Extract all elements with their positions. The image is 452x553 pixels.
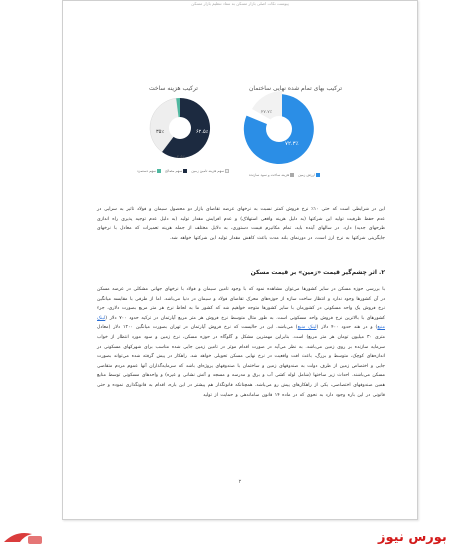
logo-bar [28, 536, 42, 544]
document-page [62, 0, 418, 520]
section-heading: ۲. اثر چشم‌گیر قیمت «زمین» بر قیمت مسکن [250, 269, 385, 276]
paragraph-part-3: ) می‌باشد. این در حالیست که نرخ فروش آپارتمان در تهران بصورت میانگین ۱۲۰۰ دلار (معادل متری ۳۰ میلیون تومان هر متر مربع) است. بنابراین مهمترین مشکل و گلوگاه در حوزه مسکن، نرخ زمین و سود مورد انتظار از خواب سرمایه سازنده بر روی زمین می‌باشد. به نظر می‌آید در صورت اقدام موثر در تامین زمین جایی شده مناسب برای شهرکهای مسکونی در اندازه‌های کوچک، متوسط و بزرگ، باعث افت واقعیت در نرخ نهایی مسکن تحویلی خواهد شد. راهکار در پیش گرفته شده می‌تواند بصورت جایی و اختصاص زمین از طرف دولت به صندوقهای زمین و ساختمان با صندوقهای پروژه‌ای باشد که سرمایه‌گذاران آنها عموم مردم متقاضی مسکن می‌باشند. احداث زیر ساختها (شامل لوله کشی آب و برق و مدرسه و مسجد و آتش نشانی و غیره) و واحدهای مسکونی توسط منابع همین صندوقهای اختصاصی، یکی از راهکارهای پیش رو می‌باشد. همچنانکه قانونگذار هم پیشتر در این باره، اقدام به قانونگذاری نموده و حتی قانونی در این باره وجود دارد به نحوی که در ماده ۱۴ قانون ساماندهی و حمایت از تولید [97, 325, 386, 398]
legend-item-land: سهم هزینه تامین زمین [191, 169, 229, 173]
watermark-logo [2, 526, 46, 548]
right-chart-title: ترکیب بهای تمام شده نهایی ساختمان [249, 85, 343, 92]
paragraph-part-1: با بررسی حوزه مسکن در سایر کشورها می‌توان مشاهده نمود که با وجود تامین سیمان و فولاد با نرخهای جهانی مشکلی در عرضه مسکن در آن کشورها وجود ندارد و انتظار ساخت سازه از حوزه‌های محرک تقاضای فولاد و سیمان در دنیا می‌باشد. اما از طرفی با مقایسه میانگین نرخ فروش یک واحد مسکونی در کشورمان با سایر کشورها متوجه خواهیم شد که کشور ما به لحاظ نرخ هر متر مربع بصورت دلاری، جزء کشورهای با بالاترین نرخ فروش واحد مسکونی است. به طور مثال متوسط نرخ فروش هر متر مربع آپارتمان در ترکیه حدود ۷۰۰ دلار ( [97, 287, 385, 321]
page-header: پیوست نکات اصلی بازار مسکن به ستاد تنظیم بازار مسکن [191, 1, 289, 6]
paragraph-land-price [97, 285, 385, 400]
left-pie-chart [147, 95, 213, 161]
paragraph-part-2: ) و در هند حدود ۴۰۰ دلار ( [316, 325, 378, 331]
right-pie-label-2: ۲۷.۷٪ [261, 110, 273, 115]
left-pie-label-3: ۲.۵٪ [177, 154, 185, 159]
right-pie-label-1: ۷۲.۳٪ [285, 141, 299, 147]
left-pie-label-1: ۳۵٪ [156, 129, 165, 135]
legend-item-materials: سهم مصالح [165, 169, 187, 173]
legend-item-construction: هزینه ساخت و سود سازنده [249, 173, 294, 177]
legend-item-labor: سهم دستمزد [137, 169, 161, 173]
logo-swoosh [4, 533, 32, 542]
right-chart-legend [249, 173, 320, 177]
left-chart-title: ترکیب هزینه ساخت [149, 85, 198, 92]
source-link-turkey[interactable]: لینک منبع [97, 315, 386, 331]
brand-logo-text: بورس نیوز [378, 530, 447, 545]
left-chart-legend [137, 169, 229, 173]
source-link-india[interactable]: لینک منبع [297, 325, 317, 331]
paragraph-intro: این در شرایطی است که حتی ۱۰٪ نرخ فروش کمتر نسبت به نرخهای عرضه تقاضای بازار دو محصول سیمان و فولاد تاثیر به سزایی در عدم حفظ ظرفیت تولید این شرکتها (به دلیل هزینه واقعی استهلاک) و عدم افزایش مقدار تولید (به دلیل عدم توجیه پذیری راه اندازی طرحهای جدید) دارد. در سالهای آینده باید، تمام مکانیزم قیمت دستوری، به دلایل مختلف از جمله هزینه تعمیرات که معادل با نرخهای جایگزینی شرکتها به نرخ ارز است، در دورنمای بلند مدت باعث کاهش مقدار تولید این شرکتها خواهد شد. [97, 207, 385, 241]
left-pie-label-2: ۶۲.۵٪ [196, 129, 209, 135]
page-number: ۲ [238, 479, 242, 485]
right-pie-chart [241, 91, 317, 167]
legend-item-land-value: ارزش زمین [298, 173, 320, 177]
